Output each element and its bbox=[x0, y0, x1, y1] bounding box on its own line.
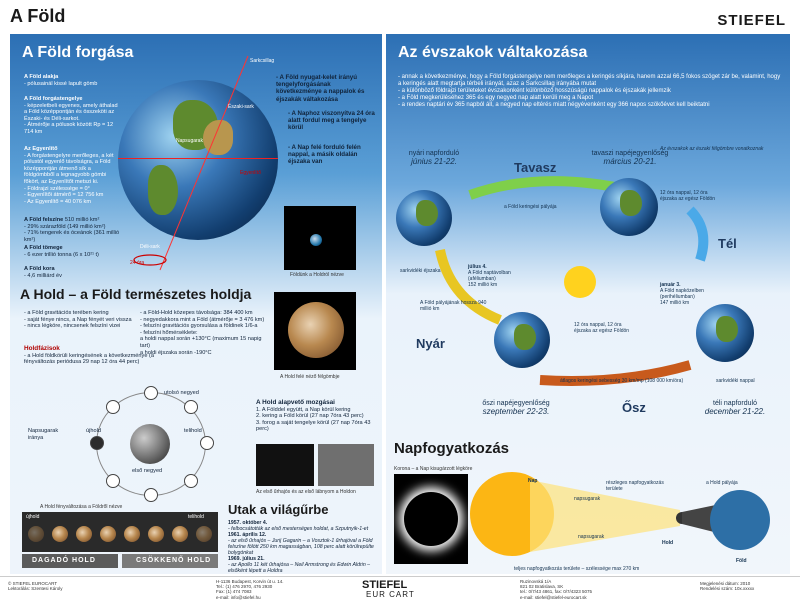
winter-arrow bbox=[690, 210, 703, 260]
rotation-right-3: - A Nap felé forduló felén nappal, a másik oldalán éjszaka van bbox=[288, 144, 361, 166]
footer-left bbox=[8, 581, 63, 591]
row-new-label: újhold bbox=[26, 514, 40, 520]
land bbox=[514, 324, 536, 350]
space-event-3: 1961. április 12. bbox=[228, 532, 267, 538]
equator-text-2: - Földrajzi szélessége = 0° bbox=[24, 185, 90, 192]
row-moon bbox=[100, 526, 116, 542]
sun-rays-label: Napsugarak bbox=[176, 138, 203, 144]
eclipse-earth bbox=[710, 490, 770, 550]
land bbox=[716, 316, 738, 342]
shape-text: - pólusainál kissé lapult gömb bbox=[24, 80, 98, 87]
january-3: (perihéliumban) bbox=[660, 294, 695, 300]
spring-equinox bbox=[578, 150, 682, 166]
equal-day-2: 12 óra nappal, 12 óra éjszaka az egész Földön bbox=[574, 322, 630, 334]
last-quarter-label: utolsó negyed bbox=[164, 390, 199, 396]
full-moon bbox=[288, 302, 344, 358]
moon-right-5: a holdi nappal során +130°C (maximum 15 napig tart) bbox=[140, 336, 262, 349]
winter-solstice bbox=[690, 400, 780, 416]
page-title: A Föld bbox=[10, 6, 66, 26]
moon-phase-diagram bbox=[28, 384, 238, 504]
footer-right bbox=[700, 581, 754, 591]
summer-solstice-label: nyári napforduló bbox=[408, 150, 460, 157]
surface-text-2: - 71% tengerek és óceánok (361 millió km²) bbox=[24, 230, 120, 243]
motion-1: 1. A Földdel együtt, a Nap körül kering bbox=[256, 406, 351, 413]
phase-bottom bbox=[144, 488, 158, 502]
footer-mid2 bbox=[520, 579, 592, 600]
summer-label: Nyár bbox=[416, 336, 445, 351]
axis-title: A Föld forgástengelye bbox=[24, 96, 83, 102]
seasons-bullets bbox=[398, 74, 782, 109]
astronaut-photo bbox=[256, 444, 314, 486]
first-quarter-label: első negyed bbox=[132, 468, 163, 474]
surface-value: 510 millió km² bbox=[64, 217, 100, 223]
footer-mid2-4: e-mail: stiefel@stiefel-eurocart.sk bbox=[520, 594, 587, 600]
moon-left-2: - saját fénye nincs, a Nap fényét veri vissza bbox=[24, 316, 132, 323]
rotation-label: 24 óra bbox=[130, 260, 145, 266]
moon-title: A Hold – a Föld természetes holdja bbox=[20, 286, 252, 302]
corona-photo bbox=[394, 474, 468, 564]
rays-label-2: napsugarak bbox=[578, 534, 605, 540]
surface-title: A Föld felszíne bbox=[24, 217, 64, 223]
moon-right-4: - felszíni hőmérséklete: bbox=[140, 329, 198, 336]
space-event-4: - az első űrhajós – Jurij Gagarin – a Vosztok-1 űrhajóval a Föld felszíne fölött 250 km magasságban, 108 perc alatt körülrepülte bolygónkat bbox=[228, 538, 374, 556]
brand-logo: STIEFEL bbox=[717, 12, 786, 29]
corona-disk bbox=[404, 492, 458, 546]
north-star-label: Sarkcsillag bbox=[250, 58, 275, 64]
autumn-date: szeptember 22-23. bbox=[482, 407, 550, 416]
footer bbox=[0, 576, 800, 600]
earth-from-moon-photo bbox=[284, 206, 356, 270]
globe-autumn bbox=[494, 312, 550, 368]
equator-text-1: - A forgástengelyre merőleges, a két pólustól egyenlő távolságra, a Föld középpontján átmenő sík a földgömbből a legnagyobb gömbi főkört, az Egyenlítőt metszi ki. bbox=[24, 152, 114, 185]
moon-left-1: - a Föld gravitációs terében kering bbox=[24, 310, 109, 316]
waning-bar: CSÖKKENŐ HOLD bbox=[122, 554, 218, 568]
footer-logo: STIEFEL bbox=[362, 579, 408, 591]
age-text: - 4,6 milliárd év bbox=[24, 272, 62, 279]
header bbox=[0, 0, 800, 34]
footer-logo-sub: EUR CART bbox=[366, 590, 415, 599]
land bbox=[416, 200, 438, 226]
polar-night-label: sarkvidéki éjszaka bbox=[400, 268, 441, 274]
january-1: január 3. bbox=[660, 282, 681, 288]
moon-right-6: a holdi éjszaka során -190°C bbox=[140, 349, 212, 356]
seasons-bullet-4: - a rendes naptári év 365 napból áll, a negyed nap eltérés miatt négyévenként egy 366 napos szökőévet kell beiktatni bbox=[398, 102, 710, 108]
space-event-5: 1969. július 21. bbox=[228, 556, 265, 562]
motion-2: 2. kering a Föld körül (27 nap 7óra 43 perc) bbox=[256, 413, 364, 420]
globe-overlay bbox=[100, 50, 290, 280]
footer-mid1-1: H-1136 Budapest, Korvin út u. 14. bbox=[216, 579, 284, 584]
phase-tr bbox=[184, 400, 198, 414]
eclipse-earth-label: Föld bbox=[736, 558, 747, 564]
moon-right-3: - felszíni gravitációs gyorsulása a földinek 1/6-a bbox=[140, 323, 258, 330]
equator-text-3: - Egyenlítői átmérő = 12 756 km bbox=[24, 192, 104, 199]
footer-mid1-3: Fax: (1) 474 7083 bbox=[216, 589, 252, 595]
rotation-right-1: - A Föld nyugat-kelet irányú tengelyforgásának következménye a nappalok és éjszakák váltakozása bbox=[276, 74, 365, 103]
seasons-bullet-1: - annak a következménye, hogy a Föld forgástengelye nem merőleges a keringés síkjára, hanem azzal 66,5 fokos szöget zár be, valamint, hogy a keringés alatt megtartja térbeli irányát, azaz a Sarkcsillag irányába mutat bbox=[398, 74, 781, 87]
eclipse-title: Napfogyatkozás bbox=[394, 440, 510, 457]
spring-equinox-label: tavaszi napéjegyenlőség bbox=[591, 150, 669, 157]
rotation-right-2: - A Naphoz viszonyítva 24 óra alatt fordul meg a tengelye körül bbox=[288, 110, 375, 132]
autumn-equinox bbox=[464, 400, 568, 416]
moon-left-text bbox=[24, 310, 134, 330]
july-block bbox=[468, 264, 528, 288]
mass-title: A Föld tömege bbox=[24, 245, 63, 251]
eclipse-sun-label: Nap bbox=[528, 478, 538, 484]
orbit-diagram bbox=[390, 150, 790, 400]
moon-phases-row bbox=[22, 512, 218, 552]
footer-right-1: Megjelenési dátum: 2010 bbox=[700, 581, 751, 586]
july-1: július 4. bbox=[468, 264, 487, 270]
summer-date: június 21-22. bbox=[411, 157, 457, 166]
footprint-photo bbox=[318, 444, 374, 486]
space-event-2: - felbocsátották az első mesterséges holdat, a Szputnyik-1-et bbox=[228, 526, 369, 532]
moon-left-3: - nincs légköre, nincsenek felszíni vizei bbox=[24, 323, 121, 330]
space-events bbox=[228, 520, 378, 574]
phase-br bbox=[184, 474, 198, 488]
eclipse-photo-caption: Korona – a Nap kisugárzott légköre bbox=[394, 466, 473, 472]
age-title: A Föld kora bbox=[24, 266, 55, 272]
orbit-length-label: A Föld pályájának hossza 940 millió km bbox=[420, 300, 487, 312]
row-moon bbox=[52, 526, 68, 542]
row-moon bbox=[148, 526, 164, 542]
land bbox=[620, 190, 642, 216]
sun-circle bbox=[564, 266, 596, 298]
orbit-label: a Föld keringési pályája bbox=[504, 204, 557, 210]
globe-summer bbox=[396, 190, 452, 246]
polar-day-label: sarkvidéki nappal bbox=[716, 378, 755, 384]
rays-label-1: napsugarak bbox=[574, 496, 601, 502]
footer-mid1 bbox=[216, 579, 283, 600]
moon-right-2: - negyedakkora mint a Föld (átmérője = 3 476 km) bbox=[140, 316, 265, 323]
footer-mid1-2: Tel.: (1) 476 2970, 476 2930 bbox=[216, 584, 273, 590]
phase-earth bbox=[130, 424, 170, 464]
july-3: (aféliumban) bbox=[468, 276, 496, 282]
winter-solstice-label: téli napforduló bbox=[713, 400, 757, 407]
row-moon bbox=[28, 526, 44, 542]
phases-text: - a Hold földkörüli keringésének a következménye (a fényváltozás periódusa 29 nap 12 óra 44 perc) bbox=[24, 352, 154, 366]
july-4: 152 millió km bbox=[468, 282, 498, 288]
phase-top bbox=[144, 386, 158, 400]
space-event-6: - az Apollo 11 két űrhajósa – Neil Armstrong és Edwin Aldrin – elsőként lépett a Holdra bbox=[228, 562, 371, 574]
footer-mid1-4: e-mail: info@stiefel.hu bbox=[216, 594, 261, 600]
phase-row-caption: A Hold fényváltozása a Földről nézve bbox=[40, 504, 123, 510]
motion-3: 3. forog a saját tengelye körül (27 nap 7óra 43 perc) bbox=[256, 419, 371, 433]
spring-label: Tavasz bbox=[514, 160, 557, 175]
partial-label: részleges napfogyatkozás területe bbox=[606, 480, 664, 492]
footer-left-1: © STIEFEL EUROCART bbox=[8, 581, 58, 586]
full-moon-label: telihold bbox=[184, 428, 202, 434]
moon-right-1: - a Föld-Hold közepes távolsága: 384 400 km bbox=[140, 310, 253, 316]
seasons-note: Az évszakok az északi félgömbre vonatkoznak bbox=[660, 146, 764, 152]
rays-direction-label: Napsugarak iránya bbox=[28, 428, 59, 441]
south-pole-label: Déli-sark bbox=[140, 244, 160, 250]
mass-text: - 6 ezer trillió tonna (6 x 10²¹ t) bbox=[24, 251, 99, 258]
footer-mid2-2: 821 02 Bratislava, SK bbox=[520, 584, 564, 590]
row-full-label: telihold bbox=[188, 514, 204, 520]
eclipse-moon-label: Hold bbox=[662, 540, 674, 546]
summer-solstice bbox=[394, 150, 474, 166]
new-moon-label: újhold bbox=[86, 428, 101, 434]
north-pole-label: Északi-sark bbox=[228, 104, 254, 110]
motions-block bbox=[256, 400, 376, 433]
phase-full bbox=[200, 436, 214, 450]
speed-label: átlagos keringési sebesség 30 km/mp (108 000 km/óra) bbox=[560, 378, 684, 384]
january-2: A Föld napközelben bbox=[660, 288, 704, 294]
row-moon bbox=[196, 526, 212, 542]
row-moon bbox=[172, 526, 188, 542]
seasons-bullet-2: - a különböző földrajzi területeket évszakonként különböző hosszúságú nappalok és éjszakák jellemzik bbox=[398, 88, 671, 94]
space-title: Utak a világűrbe bbox=[228, 502, 329, 517]
row-moon bbox=[124, 526, 140, 542]
earth-photo-caption: Földünk a Holdról nézve bbox=[290, 272, 344, 278]
equal-day-1: 12 óra nappal, 12 óra éjszaka az egész Földön bbox=[660, 190, 716, 202]
motions-title: A Hold alapvető mozgásai bbox=[256, 399, 335, 406]
total-label: teljes napfogyatkozás területe – szélessége max 270 km bbox=[514, 566, 640, 572]
moon-orbit-label: a Hold pályája bbox=[706, 480, 738, 486]
globe-winter bbox=[696, 304, 754, 362]
equator-text-4: - Az Egyenlítő = 40 076 km bbox=[24, 198, 92, 205]
shape-title: A Föld alakja bbox=[24, 74, 59, 80]
moon-photo-caption: A Hold felé néző félgömbje bbox=[280, 374, 340, 380]
waxing-bar: DAGADÓ HOLD bbox=[22, 554, 118, 568]
autumn-label: Ősz bbox=[622, 400, 646, 415]
globe-spring bbox=[600, 178, 658, 236]
small-earth bbox=[310, 234, 322, 246]
astronaut-caption: Az első űrhajós és az első lábnyom a Holdon bbox=[256, 489, 356, 495]
phase-tl bbox=[106, 400, 120, 414]
phase-new bbox=[90, 436, 104, 450]
phases-title: Holdfázisok bbox=[24, 345, 60, 352]
winter-label: Tél bbox=[718, 236, 737, 251]
footer-mid2-1: Ruzinovská 1/A bbox=[520, 579, 552, 584]
axis-text-1: - képzeletbeli egyenes, amely áthalad a Föld középpontján és összeköti az Északi- és Déli-sarkot. bbox=[24, 102, 118, 122]
footer-mid2-3: tel.: 0/7/43 4861, fax: 0/7/4323 5075 bbox=[520, 589, 593, 595]
autumn-equinox-label: őszi napéjegyenlőség bbox=[482, 400, 550, 407]
seasons-title: Az évszakok váltakozása bbox=[398, 44, 588, 61]
january-4: 147 millió km bbox=[660, 300, 690, 306]
surface-text-1: - 29% szárazföld (149 millió km²) bbox=[24, 223, 106, 230]
rotation-title: A Föld forgása bbox=[22, 44, 134, 61]
spring-date: március 20-21. bbox=[603, 157, 657, 166]
eclipse-diagram bbox=[470, 462, 788, 572]
winter-date: december 21-22. bbox=[704, 407, 766, 416]
july-2: A Föld naptávolban bbox=[468, 270, 511, 276]
equator-title: Az Egyenlítő bbox=[24, 146, 58, 152]
row-moon bbox=[76, 526, 92, 542]
space-event-1: 1957. október 4. bbox=[228, 520, 268, 526]
phases-block bbox=[24, 346, 174, 366]
rotation-axis bbox=[160, 56, 248, 270]
january-block bbox=[660, 282, 730, 306]
seasons-bullet-3: - a Föld megkerüléséhez 365 és egy negyed nap alatt kerüli meg a Napot bbox=[398, 95, 594, 101]
equator-label: Egyenlítő bbox=[240, 170, 261, 176]
footer-right-2: Rendelési szám: 10x.xxxxx bbox=[700, 586, 755, 592]
footer-left-2: Lektorálás: Szentesi Károly bbox=[8, 586, 63, 592]
full-moon-photo bbox=[274, 292, 356, 370]
axis-text-2: - Átmérője a pólusok között Rp = 12 714 km bbox=[24, 122, 114, 135]
phase-bl bbox=[106, 474, 120, 488]
phase-moons bbox=[28, 526, 212, 544]
